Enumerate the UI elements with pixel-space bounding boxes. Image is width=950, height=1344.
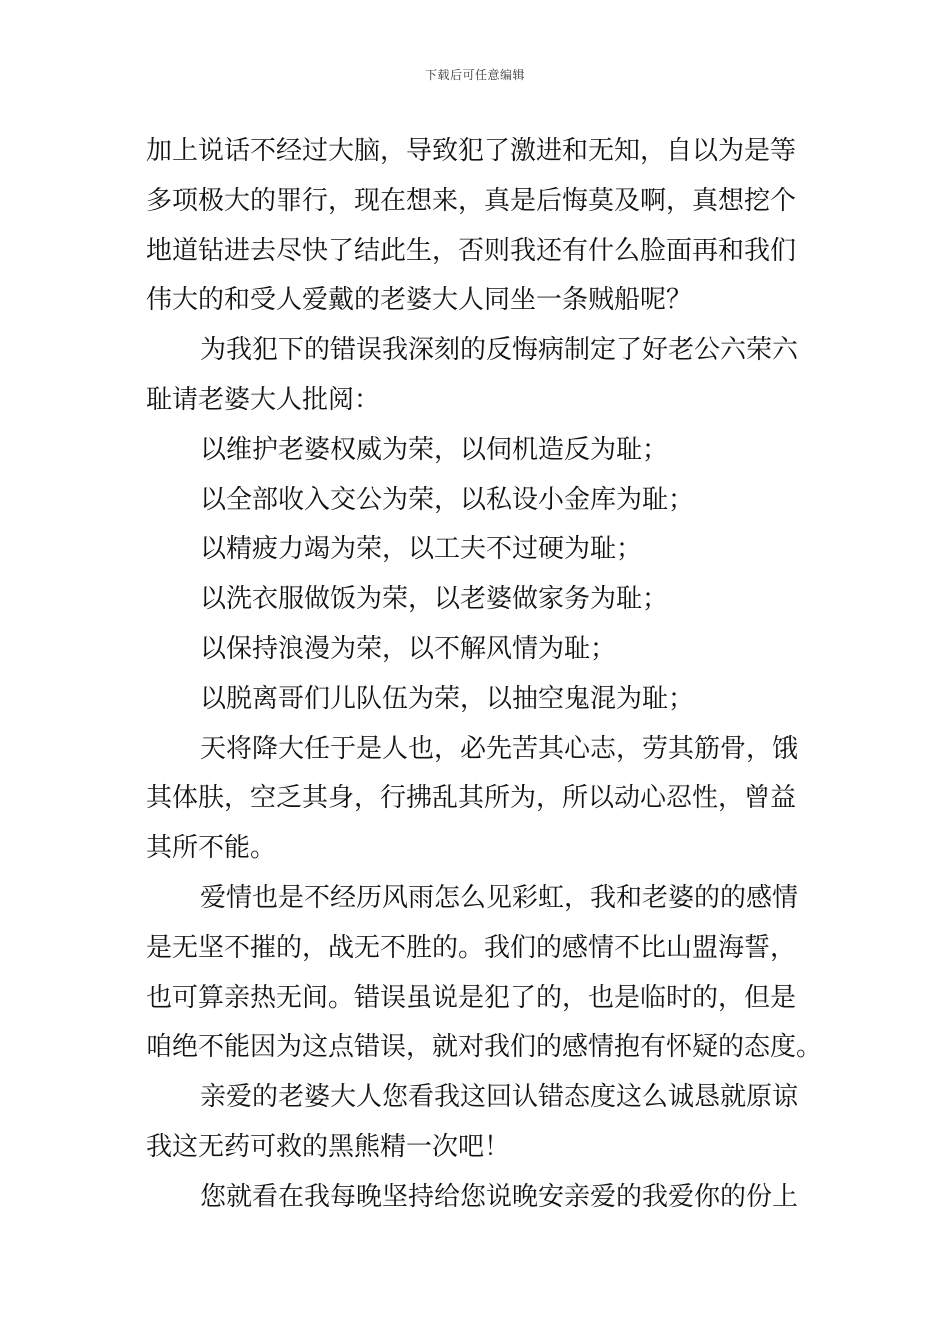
page-header: 下载后可任意编辑 (424, 68, 525, 82)
text-line: 其体肤，空乏其身，行拂乱其所为，所以动心忍性，曾益 (146, 783, 797, 814)
text-line: 我这无药可救的黑熊精一次吧！ (146, 1131, 511, 1162)
list-item: 以精疲力竭为荣，以工夫不过硬为耻； (200, 534, 643, 565)
text-line: 您就看在我每晚坚持给您说晚安亲爱的我爱你的份上 (200, 1181, 799, 1212)
list-item: 以脱离哥们儿队伍为荣，以抽空鬼混为耻； (200, 683, 695, 714)
text-line: 咱绝不能因为这点错误，就对我们的感情抱有怀疑的态度。 (146, 1032, 823, 1063)
list-item: 以保持浪漫为荣，以不解风情为耻； (200, 633, 617, 664)
text-line: 伟大的和受人爱戴的老婆大人同坐一条贼船呢？ (146, 285, 693, 316)
text-line: 天将降大任于是人也，必先苦其心志，劳其筋骨，饿 (200, 733, 799, 764)
text-line: 加上说话不经过大脑，导致犯了激进和无知，自以为是等 (146, 136, 797, 166)
list-item: 以维护老婆权威为荣，以伺机造反为耻； (200, 434, 669, 465)
text-line: 地道钻进去尽快了结此生，否则我还有什么脸面再和我们 (146, 235, 797, 266)
text-line: 耻请老婆大人批阅： (146, 384, 381, 415)
list-item: 以全部收入交公为荣，以私设小金库为耻； (200, 484, 695, 515)
text-line: 爱情也是不经历风雨怎么见彩虹，我和老婆的的感情 (200, 882, 799, 913)
text-line: 其所不能。 (146, 833, 277, 864)
text-line: 为我犯下的错误我深刻的反悔病制定了好老公六荣六 (200, 335, 799, 366)
text-line: 是无坚不摧的，战无不胜的。我们的感情不比山盟海誓， (146, 932, 797, 963)
text-line: 亲爱的老婆大人您看我这回认错态度这么诚恳就原谅 (200, 1082, 799, 1113)
document-body (146, 127, 823, 1223)
text-line: 也可算亲热无间。错误虽说是犯了的，也是临时的，但是 (146, 982, 797, 1013)
text-line: 多项极大的罪行，现在想来，真是后悔莫及啊，真想挖个 (146, 185, 797, 216)
list-item: 以洗衣服做饭为荣，以老婆做家务为耻； (200, 584, 669, 615)
